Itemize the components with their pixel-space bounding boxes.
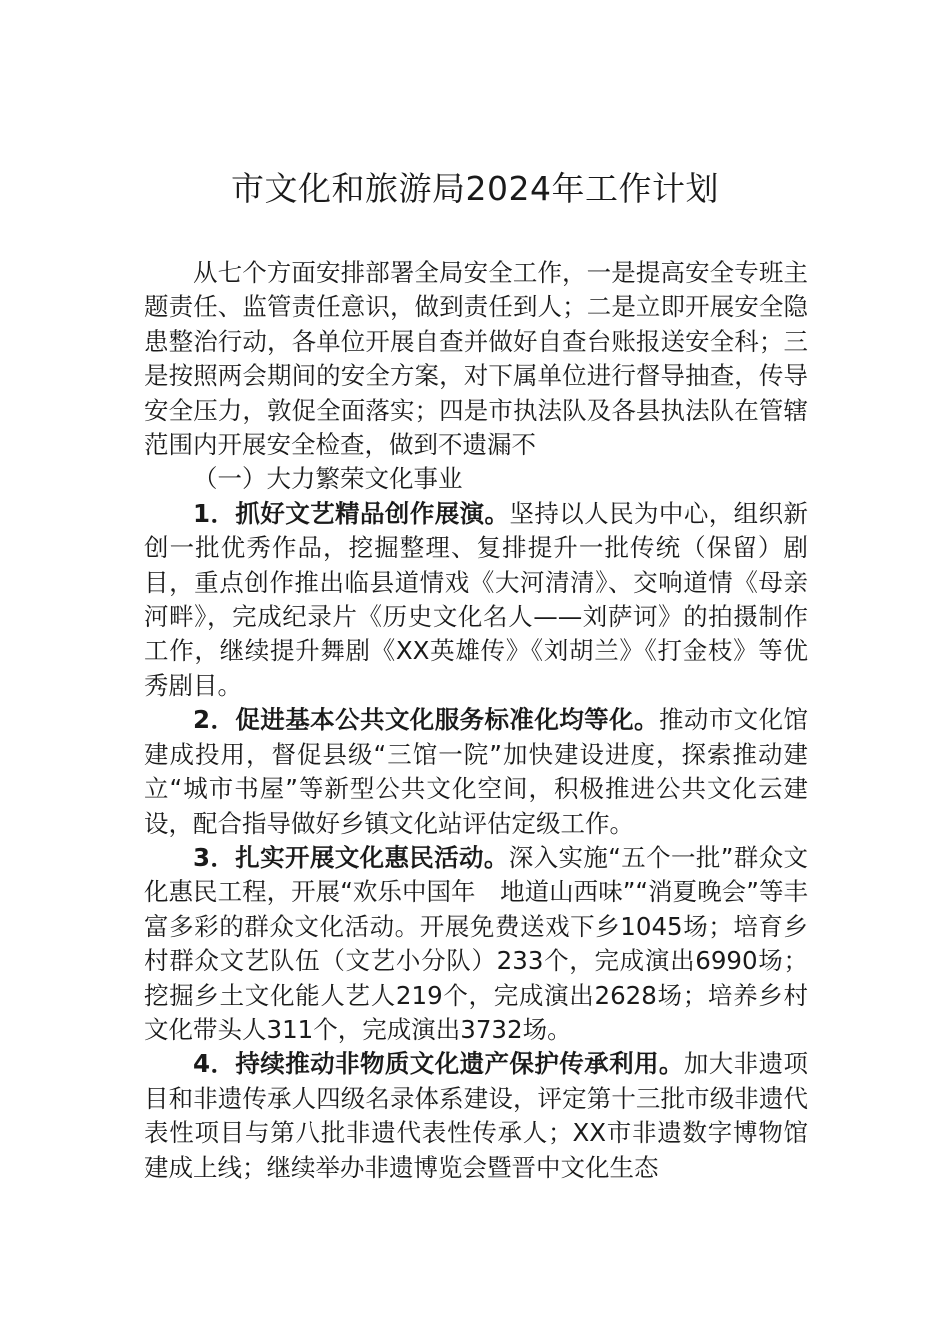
intro-paragraph: 从七个方面安排部署全局安全工作，一是提高安全专班主题责任、监管责任意识，做到责任到人；二是立即开展安全隐患整治行动，各单位开展自查并做好自查台账报送安全科；三是按照两会期间的安全方案，对下属单位进行督导抽查，传导安全压力，敦促全面落实；四是市执法队及各县执法队在管辖范围内开展安全检查，做到不遗漏不	[144, 258, 808, 460]
document-title: 市文化和旅游局2024年工作计划	[231, 169, 719, 208]
section-heading: （一）大力繁荣文化事业	[193, 464, 463, 494]
item-text-4: 加大非遗项目和非遗传承人四级名录体系建设，评定第十三批市级非遗代表性项目与第八批非遗代表性传承人；XX市非遗数字博物馆建成上线；继续举办非遗博览会暨晋中文化生态	[144, 1049, 809, 1182]
item-paragraph-1	[144, 497, 808, 703]
item-text-3: 深入实施“五个一批”群众文化惠民工程，开展“欢乐中国年 地道山西味”“消夏晚会”等丰富多彩的群众文化活动。开展免费送戏下乡1045场；培育乡村群众文艺队伍（文艺小分队）233个，完成演出6990场；挖掘乡土文化能人艺人219个，完成演出2628场；培养乡村文化带头人311个，完成演出3732场。	[144, 842, 808, 1044]
item-text-1: 坚持以人民为中心，组织新创一批优秀作品，挖掘整理、复排提升一批传统（保留）剧目，重点创作推出临县道情戏《大河清清》、交响道情《母亲河畔》，完成纪录片《历史文化名人——刘萨诃》的拍摄制作工作，继续提升舞剧《XX英雄传》《刘胡兰》《打金枝》等优秀剧目。	[144, 498, 808, 700]
item-paragraph-2	[144, 703, 808, 841]
item-lead-3: 3．扎实开展文化惠民活动。	[193, 842, 509, 872]
item-lead-2: 2．促进基本公共文化服务标准化均等化。	[193, 705, 659, 735]
item-paragraph-3	[144, 841, 808, 1047]
item-lead-4: 4．持续推动非物质文化遗产保护传承利用。	[193, 1049, 684, 1079]
item-lead-1: 1．抓好文艺精品创作展演。	[193, 498, 510, 528]
item-text-2: 推动市文化馆建成投用，督促县级“三馆一院”加快建设进度，探索推动建立“城市书屋”等新型公共文化空间，积极推进公共文化云建设，配合指导做好乡镇文化站评估定级工作。	[144, 705, 809, 838]
document-body	[144, 256, 808, 1185]
item-paragraph-4	[144, 1047, 808, 1185]
